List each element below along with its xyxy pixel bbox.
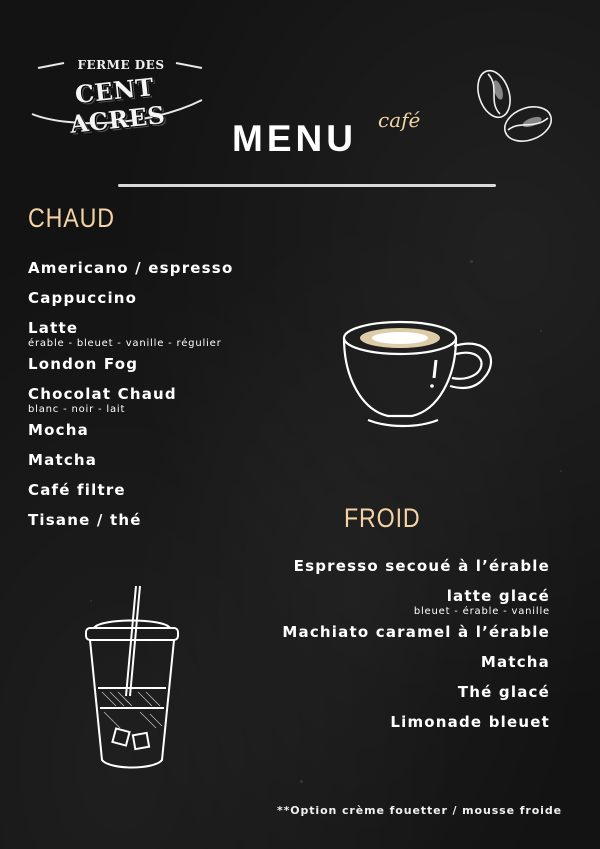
section-heading-chaud: CHAUD xyxy=(28,203,115,233)
section-heading-froid: FROID xyxy=(344,503,421,533)
coffee-beans-icon xyxy=(470,64,560,150)
menu-item: Thé glacé xyxy=(457,683,550,701)
menu-item: Café filtre xyxy=(28,481,126,499)
chalk-speck xyxy=(300,780,303,783)
logo-top-text: FERME DES xyxy=(77,58,165,72)
menu-item: London Fog xyxy=(28,355,139,373)
iced-coffee-icon xyxy=(80,584,184,774)
footnote: **Option crème fouetter / mousse froide xyxy=(276,804,562,817)
menu-item: Latte xyxy=(28,319,79,337)
menu-item-options: bleuet - érable - vanille xyxy=(413,606,550,617)
menu-item: Matcha xyxy=(480,653,550,671)
logo-main-text: CENT ACRES xyxy=(68,72,167,139)
chalk-speck xyxy=(560,470,562,472)
menu-item: Mocha xyxy=(28,421,89,439)
chaud-menu-list xyxy=(28,253,233,535)
menu-item: Chocolat Chaud xyxy=(28,385,177,403)
menu-item: latte glacé xyxy=(446,587,550,605)
menu-item-options: érable - bleuet - vanille - régulier xyxy=(28,338,222,349)
coffee-cup-icon xyxy=(338,316,498,428)
menu-item: Tisane / thé xyxy=(28,511,142,529)
farm-logo xyxy=(26,36,206,139)
menu-item-options: blanc - noir - lait xyxy=(28,404,126,415)
menu-title: MENU xyxy=(232,118,357,159)
title-divider xyxy=(118,184,496,187)
menu-subtitle: café xyxy=(378,108,421,132)
menu-item: Espresso secoué à l’érable xyxy=(293,557,550,575)
menu-item: Limonade bleuet xyxy=(390,713,550,731)
froid-menu-list xyxy=(282,551,550,737)
menu-item: Cappuccino xyxy=(28,289,138,307)
chalk-speck xyxy=(470,260,473,263)
chalk-speck xyxy=(540,330,542,332)
menu-item: Machiato caramel à l’érable xyxy=(282,623,550,641)
menu-item: Americano / espresso xyxy=(28,259,234,277)
menu-item: Matcha xyxy=(28,451,98,469)
